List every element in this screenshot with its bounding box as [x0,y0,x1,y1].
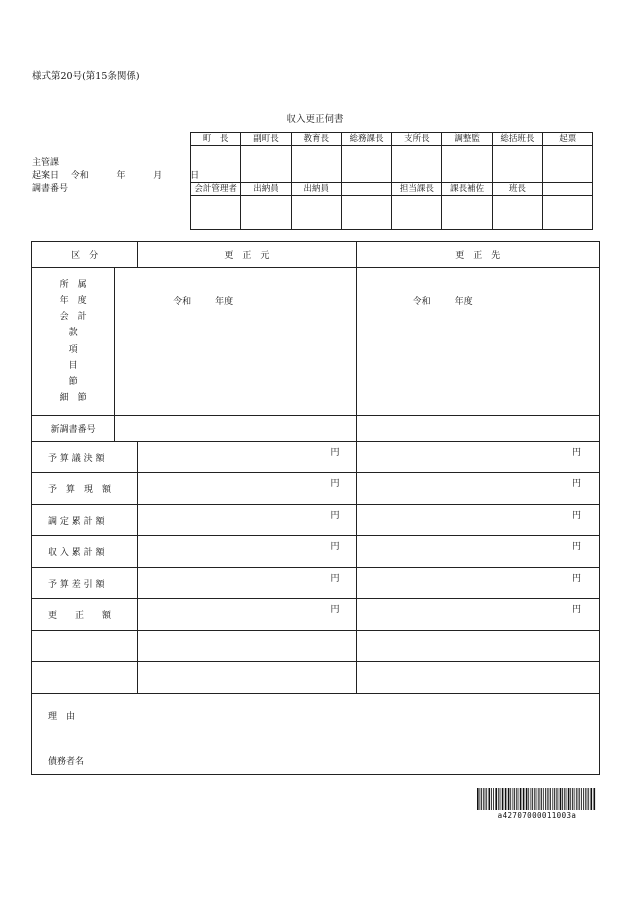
budget-balance-before[interactable] [138,568,356,599]
barcode-bar [485,788,486,810]
approval-seal-box[interactable] [241,146,291,183]
barcode-bar [570,788,571,810]
yen-unit: 円 [571,511,581,521]
new-doc-no-label: 新調書番号 [32,416,115,442]
barcode-bar [536,788,537,810]
category-list [32,268,115,416]
barcode-bar [500,788,501,810]
debtor-label: 債務者名 [48,757,85,767]
col-header-after: 更 正 先 [356,242,599,268]
barcode-bar [552,788,553,810]
correction-amount-label: 更 正 額 [32,599,138,631]
blank-label-cell[interactable] [32,631,138,662]
new-doc-no-field[interactable] [115,416,356,442]
blank-label-cell[interactable] [32,662,138,694]
reason-field[interactable] [32,694,600,775]
approval-seal-box[interactable] [543,146,593,183]
yen-unit: 円 [330,605,340,615]
category-item: 項 [68,344,78,355]
barcode-bar [564,788,565,810]
budget-balance-after[interactable] [356,568,599,599]
approval-seal-box[interactable] [442,196,492,230]
barcode-bar [545,788,546,810]
barcode-bar [576,788,577,810]
barcode-bar [594,788,596,810]
budget-balance-label: 予 算 差 引 額 [32,568,138,599]
after-era: 令和 [412,297,431,307]
before-details-field[interactable] [115,268,356,416]
approval-seal-box[interactable] [241,196,291,230]
category-item: 年 度 [59,295,87,306]
barcode-bar [491,788,492,810]
barcode-bar [498,788,499,810]
barcode-bar [572,788,573,810]
budget-resolution-label: 予 算 議 決 額 [32,442,138,473]
barcode-bar [508,788,510,810]
approval-header-cashier: 出納員 [291,183,341,196]
barcode-bar [531,788,532,810]
barcode-bar [518,788,519,810]
revenue-total-before[interactable] [138,536,356,568]
barcode-bar [495,788,497,810]
approval-header-assistant-chief: 課長補佐 [442,183,492,196]
assessed-total-before[interactable] [138,505,356,536]
form-title: 収入更正伺書 [286,114,344,125]
dept-label: 主管課 [32,158,60,168]
barcode-bar [477,788,479,810]
correction-amount-before[interactable] [138,599,356,631]
after-details-field[interactable] [356,268,599,416]
approval-seal-box[interactable] [392,196,442,230]
approval-seal-box[interactable] [191,196,241,230]
draft-date-label: 起案日 [32,171,60,181]
barcode-bar [560,788,562,810]
barcode-bar [549,788,550,810]
yen-unit: 円 [571,605,581,615]
assessed-total-label: 調 定 累 計 額 [32,505,138,536]
yen-unit: 円 [330,574,340,584]
barcode-bar [574,788,575,810]
approval-seal-box[interactable] [492,196,542,230]
barcode-bar [532,788,533,810]
approval-seal-box[interactable] [341,196,391,230]
approval-header-blank [341,183,391,196]
form-number: 様式第20号(第15条関係) [32,71,140,82]
doc-number-label: 調書番号 [32,184,69,194]
barcode-bar [523,788,525,810]
category-item: 節 [68,376,78,387]
yen-unit: 円 [330,511,340,521]
draft-date-row [32,170,199,183]
new-doc-no-field-after[interactable] [356,416,599,442]
col-header-category: 区 分 [32,242,138,268]
category-item: 款 [68,328,78,339]
before-era: 令和 [173,297,192,307]
after-fiscal-year: 年度 [454,297,473,307]
assessed-total-after[interactable] [356,505,599,536]
blank-before-cell[interactable] [138,631,356,662]
barcode-bar [493,788,494,810]
barcode-bar [554,788,555,810]
draft-date-day: 日 [190,171,200,181]
barcode-bar [543,788,544,810]
current-budget-after[interactable] [356,473,599,505]
barcode-bar [513,788,514,810]
barcode-bar [591,788,593,810]
yen-unit: 円 [330,542,340,552]
approval-seal-box[interactable] [442,146,492,183]
draft-date-era: 令和 [70,171,89,181]
budget-resolution-after[interactable] [356,442,599,473]
approval-seal-box[interactable] [341,146,391,183]
category-item: 目 [68,360,78,371]
barcode-bar [538,788,539,810]
before-fiscal-year: 年度 [215,297,234,307]
barcode-bar [534,788,535,810]
approval-header-accounting-manager: 会計管理者 [191,183,241,196]
category-item: 所 属 [59,279,87,290]
revenue-total-label: 収 入 累 計 額 [32,536,138,568]
current-budget-before[interactable] [138,473,356,505]
barcode-bar [505,788,507,810]
revenue-total-after[interactable] [356,536,599,568]
barcode-bar [481,788,482,810]
correction-form-table [31,241,600,775]
barcode-bar [483,788,484,810]
barcode-bar [562,788,563,810]
yen-unit: 円 [571,479,581,489]
approval-seal-box[interactable] [291,146,341,183]
yen-unit: 円 [571,448,581,458]
approval-seal-box[interactable] [543,196,593,230]
approval-grid [190,132,593,230]
barcode-bar [587,788,588,810]
barcode-bar [585,788,586,810]
draft-date-year: 年 [116,171,126,181]
approval-header-mayor: 町 長 [191,133,241,146]
barcode [477,788,597,810]
barcode-bar [547,788,548,810]
barcode-bar [581,788,582,810]
barcode-bar [550,788,551,810]
barcode-text: a42707000011003a [497,811,577,820]
barcode-bar [480,788,481,810]
approval-header-superintendent: 教育長 [291,133,341,146]
barcode-bar [502,788,504,810]
approval-header-drafter: 起票 [543,133,593,146]
budget-resolution-before[interactable] [138,442,356,473]
reason-label: 理 由 [48,712,76,722]
draft-date-month: 月 [153,171,163,181]
barcode-bar [556,788,557,810]
yen-unit: 円 [571,574,581,584]
yen-unit: 円 [330,479,340,489]
approval-header-deputy-mayor: 副町長 [241,133,291,146]
approval-header-blank [543,183,593,196]
blank-after-cell[interactable] [356,631,599,662]
col-header-before: 更 正 元 [138,242,356,268]
barcode-bar [566,788,567,810]
category-item: 会 計 [59,312,87,323]
approval-seal-box[interactable] [291,196,341,230]
barcode-bar [520,788,522,810]
barcode-bar [540,788,541,810]
yen-unit: 円 [330,448,340,458]
yen-unit: 円 [571,542,581,552]
barcode-bar [516,788,517,810]
barcode-bar [486,788,487,810]
barcode-bar [489,788,491,810]
barcode-bar [579,788,580,810]
current-budget-label: 予 算 現 額 [32,473,138,505]
barcode-bar [528,788,529,810]
barcode-bar [568,788,570,810]
barcode-bar [558,788,559,810]
approval-header-general-affairs: 総務課長 [341,133,391,146]
approval-seal-box[interactable] [492,146,542,183]
barcode-bar [510,788,511,810]
approval-seal-box[interactable] [392,146,442,183]
approval-header-chief: 総括班長 [492,133,542,146]
barcode-bar [526,788,528,810]
approval-header-coordinator: 調整監 [442,133,492,146]
barcode-bar [588,788,589,810]
barcode-bar [541,788,542,810]
blank-after-cell[interactable] [356,662,599,694]
barcode-bar [578,788,579,810]
barcode-bar [583,788,584,810]
approval-header-team-leader: 班長 [492,183,542,196]
category-item: 細 節 [59,393,87,404]
correction-amount-after[interactable] [356,599,599,631]
approval-header-cashier: 出納員 [241,183,291,196]
approval-header-branch: 支所長 [392,133,442,146]
barcode-bar [514,788,515,810]
approval-header-section-chief: 担当課長 [392,183,442,196]
header-info [32,157,199,196]
blank-before-cell[interactable] [138,662,356,694]
